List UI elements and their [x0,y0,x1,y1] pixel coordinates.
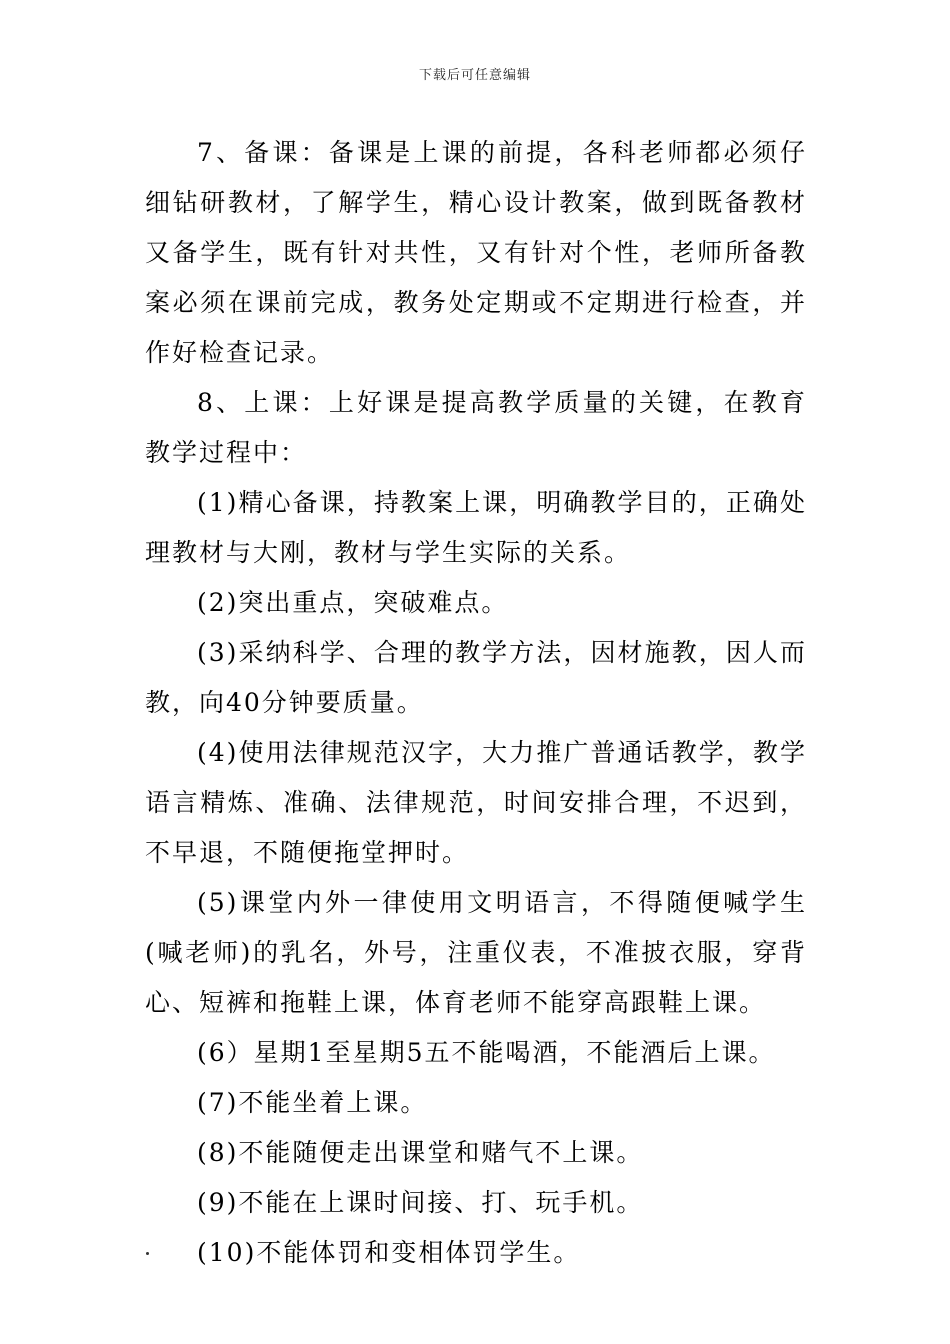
list-item: (1)精心备课，持教案上课，明确教学目的，正确处理教材与大刚，教材与学生实际的关系。 [145,488,807,567]
list-item: (3)采纳科学、合理的教学方法，因材施教，因人而教，向40分钟要质量。 [145,638,807,717]
document-body [145,128,807,1278]
list-item: (6）星期1至星期5五不能喝酒，不能酒后上课。 [197,1038,776,1067]
list-item: (8)不能随便走出课堂和赌气不上课。 [197,1138,644,1167]
list-item: (7)不能坐着上课。 [197,1088,428,1117]
list-item: (4)使用法律规范汉字，大力推广普通话教学，教学语言精炼、准确、法律规范，时间安排合理，不迟到，不早退，不随便拖堂押时。 [145,738,807,867]
list-item: (9)不能在上课时间接、打、玩手机。 [197,1188,644,1217]
list-item: (10)不能体罚和变相体罚学生。 [197,1238,581,1267]
paragraph-teaching: 8、上课：上好课是提高教学质量的关键，在教育教学过程中： [145,388,807,467]
footer-mark [146,1252,149,1255]
list-item: (2)突出重点，突破难点。 [197,588,509,617]
paragraph-lesson-prep: 7、备课：备课是上课的前提，各科老师都必须仔细钻研教材，了解学生，精心设计教案，做到既备教材又备学生，既有针对共性，又有针对个性，老师所备教案必须在课前完成，教务处定期或不定期进行检查，并作好检查记录。 [145,138,807,367]
page-header: 下载后可任意编辑 [418,68,531,83]
list-item: (5)课堂内外一律使用文明语言，不得随便喊学生(喊老师)的乳名，外号，注重仪表，不准披衣服，穿背心、短裤和拖鞋上课，体育老师不能穿高跟鞋上课。 [145,888,807,1017]
